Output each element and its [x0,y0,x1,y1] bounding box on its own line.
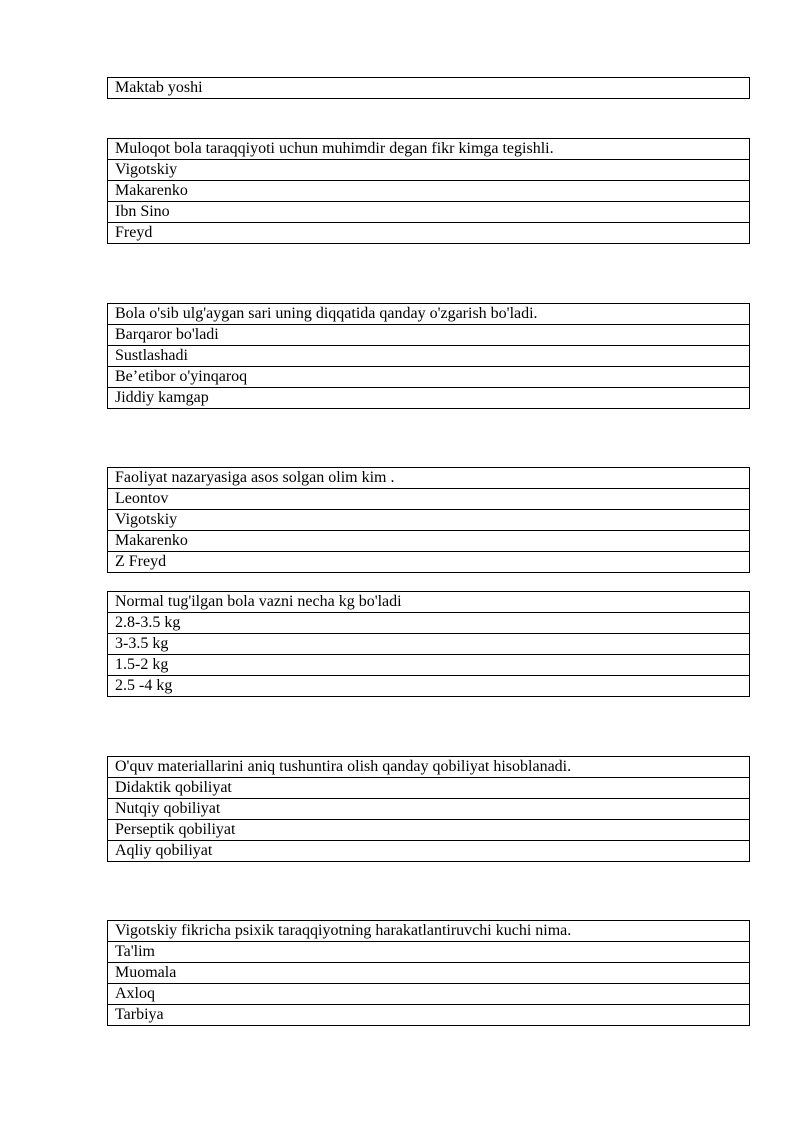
answer-row [108,942,750,963]
question-row [108,468,750,489]
answer-option: Z Freyd [108,552,750,573]
answer-row [108,552,750,573]
answer-option: 2.8-3.5 kg [108,613,750,634]
answer-row [108,325,750,346]
question-row [108,304,750,325]
answer-row [108,820,750,841]
answer-option: Be’etibor o'yinqaroq [108,367,750,388]
question-text: Normal tug'ilgan bola vazni necha kg bo'ladi [108,592,750,613]
answer-row [108,676,750,697]
question-text: Vigotskiy fikricha psixik taraqqiyotning harakatlantiruvchi kuchi nima. [108,921,750,942]
answer-row [108,388,750,409]
answer-row [108,489,750,510]
question-block-5 [107,591,750,697]
answer-row [108,655,750,676]
answer-option: Didaktik qobiliyat [108,778,750,799]
answer-option: Tarbiya [108,1005,750,1026]
answer-option: Ta'lim [108,942,750,963]
answer-row [108,223,750,244]
question-text: Bola o'sib ulg'aygan sari uning diqqatida qanday o'zgarish bo'ladi. [108,304,750,325]
question-block-7 [107,920,750,1026]
answer-option: Perseptik qobiliyat [108,820,750,841]
answer-row [108,367,750,388]
answer-option: Jiddiy kamgap [108,388,750,409]
answer-option: Barqaror bo'ladi [108,325,750,346]
answer-row [108,346,750,367]
question-text: Faoliyat nazaryasiga asos solgan olim kim . [108,468,750,489]
question-row [108,757,750,778]
answer-option: Sustlashadi [108,346,750,367]
answer-option: Muomala [108,963,750,984]
question-block-4 [107,467,750,573]
question-block-1 [107,77,750,99]
answer-row [108,1005,750,1026]
answer-option: Makarenko [108,531,750,552]
answer-row [108,181,750,202]
question-text: Maktab yoshi [108,78,750,99]
answer-row [108,841,750,862]
answer-row [108,634,750,655]
question-text: Muloqot bola taraqqiyoti uchun muhimdir degan fikr kimga tegishli. [108,139,750,160]
answer-row [108,778,750,799]
answer-option: Axloq [108,984,750,1005]
answer-row [108,510,750,531]
question-block-6 [107,756,750,862]
answer-option: Vigotskiy [108,510,750,531]
question-row [108,139,750,160]
answer-option: Vigotskiy [108,160,750,181]
question-row [108,592,750,613]
answer-row [108,160,750,181]
answer-row [108,984,750,1005]
answer-option: 2.5 -4 kg [108,676,750,697]
question-block-3 [107,303,750,409]
answer-option: Ibn Sino [108,202,750,223]
answer-option: Makarenko [108,181,750,202]
question-block-2 [107,138,750,244]
answer-row [108,531,750,552]
answer-option: 3-3.5 kg [108,634,750,655]
question-row [108,921,750,942]
answer-option: Leontov [108,489,750,510]
answer-row [108,613,750,634]
answer-row [108,799,750,820]
answer-option: Freyd [108,223,750,244]
question-text: O'quv materiallarini aniq tushuntira olish qanday qobiliyat hisoblanadi. [108,757,750,778]
answer-row [108,202,750,223]
answer-row [108,963,750,984]
answer-option: Nutqiy qobiliyat [108,799,750,820]
answer-option: 1.5-2 kg [108,655,750,676]
answer-option: Aqliy qobiliyat [108,841,750,862]
question-row [108,78,750,99]
